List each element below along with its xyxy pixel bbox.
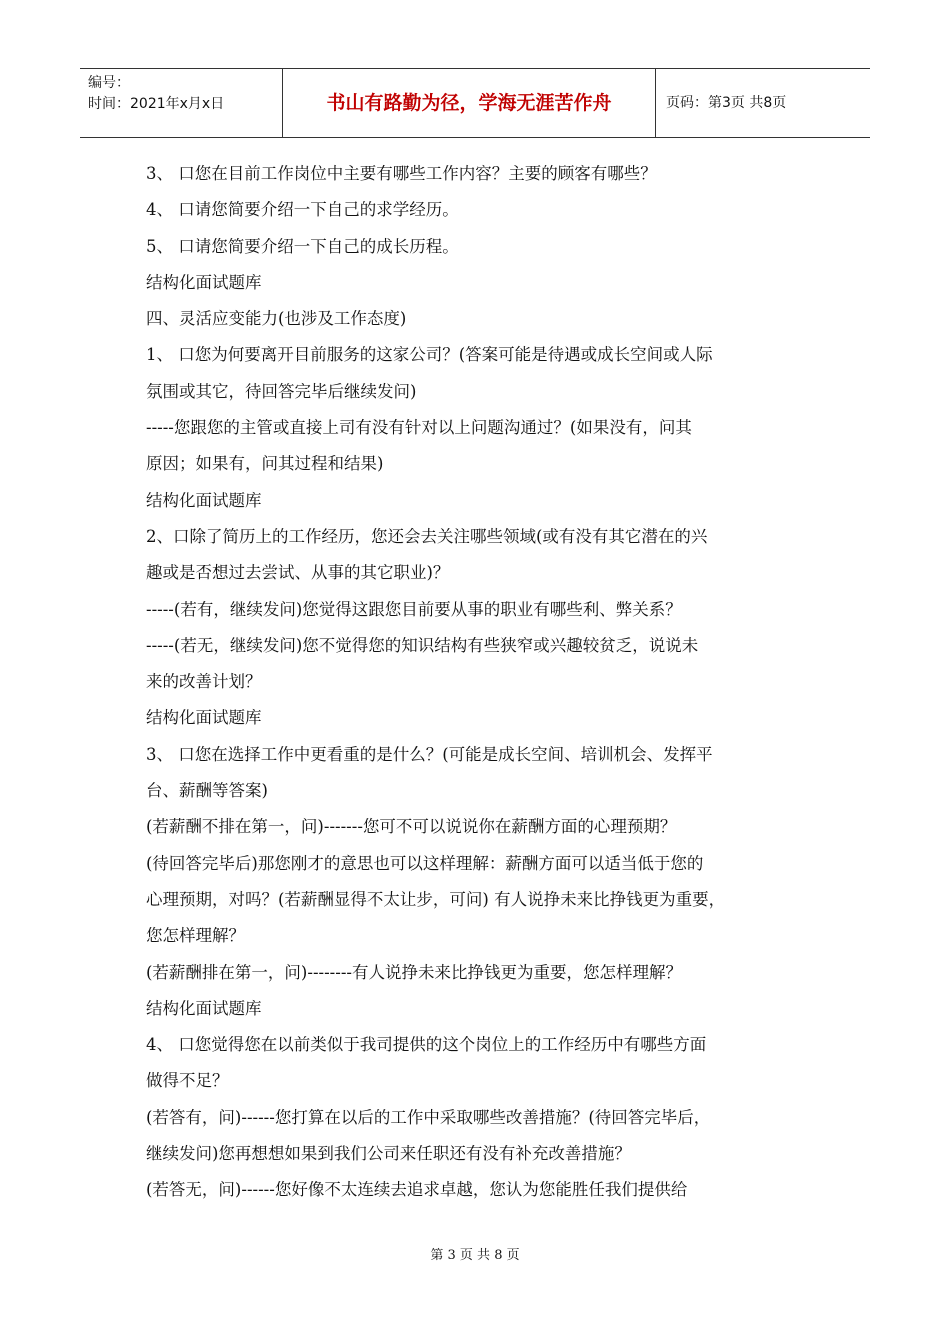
text-line: -----(若无，继续发问)您不觉得您的知识结构有些狭窄或兴趣较贫乏，说说未 bbox=[146, 635, 699, 655]
text-line: -----(若有，继续发问)您觉得这跟您目前要从事的职业有哪些利、弊关系？ bbox=[146, 599, 682, 619]
text-line: 心理预期，对吗？(若薪酬显得不太让步，可问) 有人说挣未来比挣钱更为重要， bbox=[146, 889, 726, 909]
header-meta-cell bbox=[80, 69, 283, 137]
section-heading: 四、灵活应变能力(也涉及工作态度) bbox=[146, 309, 407, 329]
text-line: 5、 口请您简要介绍一下自己的成长历程。 bbox=[146, 236, 459, 256]
text-line: 3、 口您在目前工作岗位中主要有哪些工作内容？主要的顾客有哪些？ bbox=[146, 164, 657, 183]
page-footer: 第 3 页 共 8 页 bbox=[430, 1248, 520, 1263]
text-line: 4、 口请您简要介绍一下自己的求学经历。 bbox=[146, 200, 459, 220]
text-line: 原因；如果有，问其过程和结果) bbox=[146, 454, 384, 474]
text-line: 氛围或其它，待回答完毕后继续发问) bbox=[146, 381, 417, 401]
text-line: (若薪酬排在第一，问)--------有人说挣未来比挣钱更为重要，您怎样理解？ bbox=[146, 962, 682, 982]
text-line: (若答有，问)------您打算在以后的工作中采取哪些改善措施？(待回答完毕后， bbox=[146, 1107, 711, 1127]
text-line: (若答无，问)------您好像不太连续去追求卓越，您认为您能胜任我们提供给 bbox=[146, 1180, 688, 1200]
text-line: 来的改善计划？ bbox=[146, 672, 262, 692]
serial-label: 编号： bbox=[88, 75, 130, 91]
text-line: -----您跟您的主管或直接上司有没有针对以上问题沟通过？(如果没有，问其 bbox=[146, 418, 692, 438]
text-line: (若薪酬不排在第一，问)-------您可不可以说说你在薪酬方面的心理预期？ bbox=[146, 817, 677, 837]
text-line: 3、 口您在选择工作中更看重的是什么？(可能是成长空间、培训机会、发挥平 bbox=[146, 744, 713, 764]
section-heading: 结构化面试题库 bbox=[146, 708, 262, 728]
text-line: (待回答完毕后)那您刚才的意思也可以这样理解：薪酬方面可以适当低于您的 bbox=[146, 853, 704, 873]
section-heading: 结构化面试题库 bbox=[146, 998, 262, 1018]
header-page-label: 页码：第3页 共8页 bbox=[666, 95, 787, 111]
section-heading: 结构化面试题库 bbox=[146, 272, 262, 292]
page-header bbox=[80, 68, 870, 138]
date-label: 时间：2021年x月x日 bbox=[88, 96, 225, 112]
section-heading: 结构化面试题库 bbox=[146, 490, 262, 510]
text-line: 趣或是否想过去尝试、从事的其它职业)？ bbox=[146, 563, 450, 583]
document-body bbox=[146, 156, 816, 1209]
text-line: 台、薪酬等答案) bbox=[146, 781, 268, 801]
text-line: 做得不足？ bbox=[146, 1071, 229, 1091]
header-motto: 书山有路勤为径，学海无涯苦作舟 bbox=[283, 69, 656, 137]
text-line: 2、口除了简历上的工作经历，您还会去关注哪些领域(或有没有其它潜在的兴 bbox=[146, 526, 708, 546]
text-line: 继续发问)您再想想如果到我们公司来任职还有没有补充改善措施？ bbox=[146, 1144, 631, 1164]
text-line: 4、 口您觉得您在以前类似于我司提供的这个岗位上的工作经历中有哪些方面 bbox=[146, 1035, 707, 1055]
text-line: 您怎样理解？ bbox=[146, 926, 245, 946]
text-line: 1、 口您为何要离开目前服务的这家公司？(答案可能是待遇或成长空间或人际 bbox=[146, 345, 713, 365]
